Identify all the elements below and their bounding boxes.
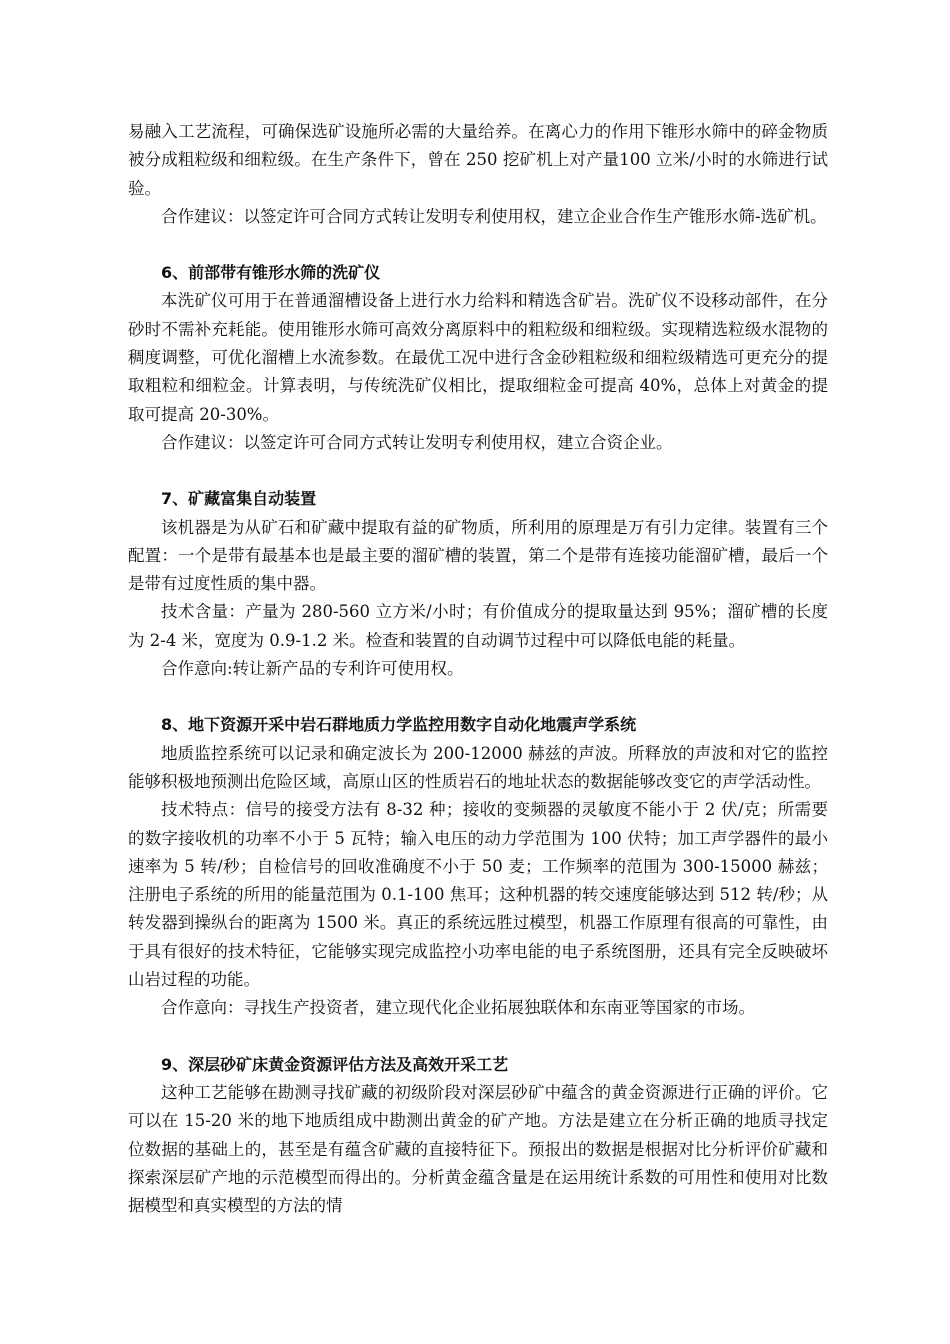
section-7 — [128, 485, 828, 683]
body-paragraph: 本洗矿仪可用于在普通溜槽设备上进行水力给料和精选含矿岩。洗矿仪不设移动部件，在分砂时不需补充耗能。使用锥形水筛可高效分离原料中的粗粒级和细粒级。实现精选粒级水混物的稠度调整，可优化溜槽上水流参数。在最优工况中进行含金砂粗粒级和细粒级精选可更充分的提取粗粒和细粒金。计算表明，与传统洗矿仪相比，提取细粒金可提高 40%，总体上对黄金的提取可提高 20-30%。 — [128, 291, 828, 424]
document-body — [128, 118, 828, 1220]
body-paragraph: 易融入工艺流程，可确保选矿设施所必需的大量给养。在离心力的作用下锥形水筛中的碎金物质被分成粗粒级和细粒级。在生产条件下，曾在 250 挖矿机上对产量100 立米/小时的水筛进行试验。 — [128, 122, 828, 198]
section-8 — [128, 711, 828, 1022]
section-heading: 9、深层砂矿床黄金资源评估方法及高效开采工艺 — [161, 1054, 509, 1074]
cooperation-proposal: 合作建议：以签定许可合同方式转让发明专利使用权，建立合资企业。 — [161, 432, 673, 452]
cooperation-intent: 合作意向:转让新产品的专利许可使用权。 — [161, 659, 464, 679]
body-paragraph: 该机器是为从矿石和矿藏中提取有益的矿物质，所利用的原理是万有引力定律。装置有三个配置：一个是带有最基本也是最主要的溜矿槽的装置，第二个是带有连接功能溜矿槽，最后一个是带有过度性质的集中器。 — [128, 517, 828, 594]
section-heading: 8、地下资源开采中岩石群地质力学监控用数字自动化地震声学系统 — [161, 715, 637, 735]
section-heading: 6、前部带有锥形水筛的洗矿仪 — [161, 263, 381, 283]
body-paragraph: 地质监控系统可以记录和确定波长为 200-12000 赫兹的声波。所释放的声波和对它的监控能够积极地预测出危险区域，高原山区的性质岩石的地址状态的数据能够改变它的声学活动性。 — [128, 743, 828, 791]
cooperation-intent: 合作意向：寻找生产投资者，建立现代化企业拓展独联体和东南亚等国家的市场。 — [161, 998, 755, 1018]
section-heading: 7、矿藏富集自动装置 — [161, 489, 317, 509]
technical-specs: 技术含量：产量为 280-560 立方米/小时；有价值成分的提取量达到 95%；溜矿槽的长度为 2-4 米，宽度为 0.9-1.2 米。检查和装置的自动调节过程中可以降低电能的耗量。 — [128, 602, 828, 650]
intro-block — [128, 118, 828, 231]
body-paragraph: 这种工艺能够在勘测寻找矿藏的初级阶段对深层砂矿中蕴含的黄金资源进行正确的评价。它可以在 15-20 米的地下地质组成中勘测出黄金的矿产地。方法是建立在分析正确的地质寻找定位数据的基础上的，甚至是有蕴含矿藏的直接特征下。预报出的数据是根据对比分析评价矿藏和探索深层矿产地的示范模型而得出的。分析黄金蕴含量是在运用统计系数的可用性和使用对比数据模型和真实模型的方法的情 — [128, 1082, 828, 1216]
section-9 — [128, 1051, 828, 1221]
technical-specs: 技术特点：信号的接受方法有 8-32 种；接收的变频器的灵敏度不能小于 2 伏/克；所需要的数字接收机的功率不小于 5 瓦特；输入电压的动力学范围为 100 伏特；加工声学器件的最小速率为 5 转/秒；自检信号的回收准确度不小于 50 麦；工作频率的范围为 300-15000 赫兹；注册电子系统的所用的能量范围为 0.1-100 焦耳；这种机器的转交速度能够达到 512 转/秒；从转发器到操纵台的距离为 1500 米。真正的系统远胜过模型，机器工作原理有很高的可靠性，由于具有很好的技术特征，它能够实现完成监控小功率电能的电子系统图册，还具有完全反映破坏山岩过程的功能。 — [128, 800, 828, 990]
section-6 — [128, 259, 828, 457]
cooperation-proposal: 合作建议：以签定许可合同方式转让发明专利使用权，建立企业合作生产锥形水筛-选矿机。 — [161, 206, 827, 226]
